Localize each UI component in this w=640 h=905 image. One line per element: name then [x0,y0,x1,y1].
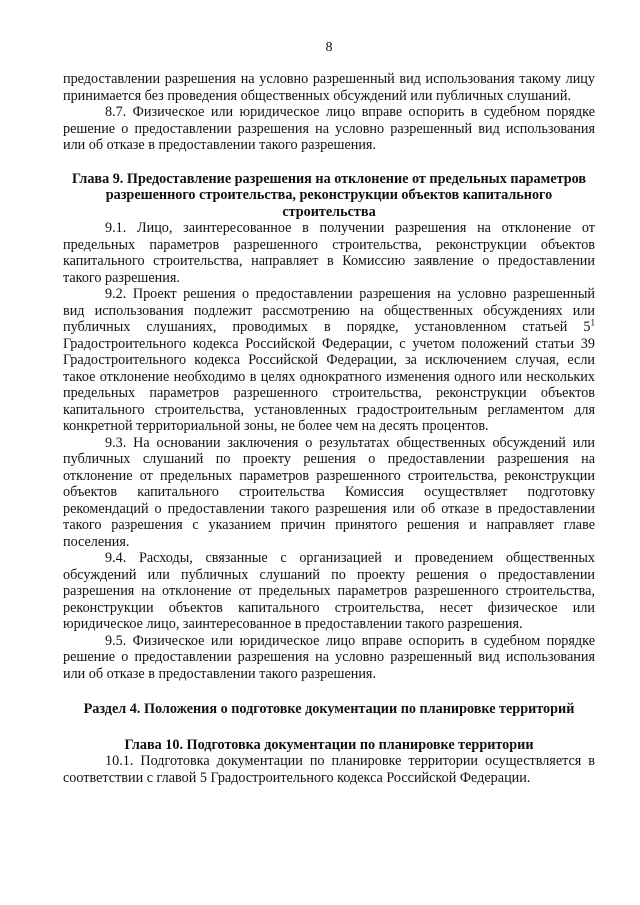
paragraph-continuation: предоставлении разрешения на условно разрешенный вид использования такому лицу принимается без проведения общественных обсуждений или публичных слушаний. [63,71,595,104]
paragraph-10-1: 10.1. Подготовка документации по планировке территории осуществляется в соответствии с главой 5 Градостроительного кодекса Российской Федерации. [63,753,595,786]
paragraph-9-3: 9.3. На основании заключения о результатах общественных обсуждений или публичных слушаний по проекту решения о предоставлении разрешения на отклонение от предельных параметров разрешенного строительства, реконструкции объектов капитального строительства Комиссия осуществляет подготовку рекомендаций о предоставлении такого разрешения или об отказе в предоставлении такого разрешения с указанием причин принятого решения и направляет главе поселения. [63,434,595,550]
paragraph-9-1: 9.1. Лицо, заинтересованное в получении разрешения на отклонение от предельных параметров разрешенного строительства, реконструкции объектов капитального строительства, направляет в Комиссию заявление о предоставлении такого разрешения. [63,220,595,286]
paragraph-9-2-part-a: 9.2. Проект решения о предоставлении разрешения на условно разрешенный вид использования подлежит рассмотрению на общественных обсуждениях или публичных слушаниях, проводимых в порядке, установленном статьей 5 [63,286,595,335]
superscript-1: 1 [590,317,595,328]
paragraph-9-2 [63,286,595,435]
paragraph-8-7: 8.7. Физическое или юридическое лицо вправе оспорить в судебном порядке решение о предоставлении разрешения на условно разрешенный вид использования или об отказе в предоставлении такого разрешения. [63,104,595,153]
document-body [63,71,595,786]
paragraph-9-5: 9.5. Физическое или юридическое лицо вправе оспорить в судебном порядке решение о предоставлении разрешения на условно разрешенный вид использования или об отказе в предоставлении такого разрешения. [63,632,595,682]
paragraph-9-4: 9.4. Расходы, связанные с организацией и проведением общественных обсуждений или публичных слушаний по проекту решения о предоставлении разрешения на отклонение от предельных параметров разрешенного строительства, реконструкции объектов капитального строительства, несет физическое или юридическое лицо, заинтересованное в предоставлении такого разрешения. [63,550,595,632]
page-number: 8 [325,40,333,55]
paragraph-9-2-part-b: Градостроительного кодекса Российской Федерации, с учетом положений статьи 39 Градостроительного кодекса Российской Федерации, за исключением случая, если такое отклонение необходимо в целях однократного изменения одного или нескольких предельных параметров разрешенного строительства, реконструкции объектов капитального строительства, установленных градостроительным регламентом для конкретной территориальной зоны, не более чем на десять процентов. [63,335,595,434]
chapter-9-heading: Глава 9. Предоставление разрешения на отклонение от предельных параметров разрешенного строительства, реконструкции объектов капитального строительства [71,170,587,220]
chapter-10-heading: Глава 10. Подготовка документации по планировке территории [124,736,534,753]
section-4-heading: Раздел 4. Положения о подготовке документации по планировке территорий [83,701,575,717]
